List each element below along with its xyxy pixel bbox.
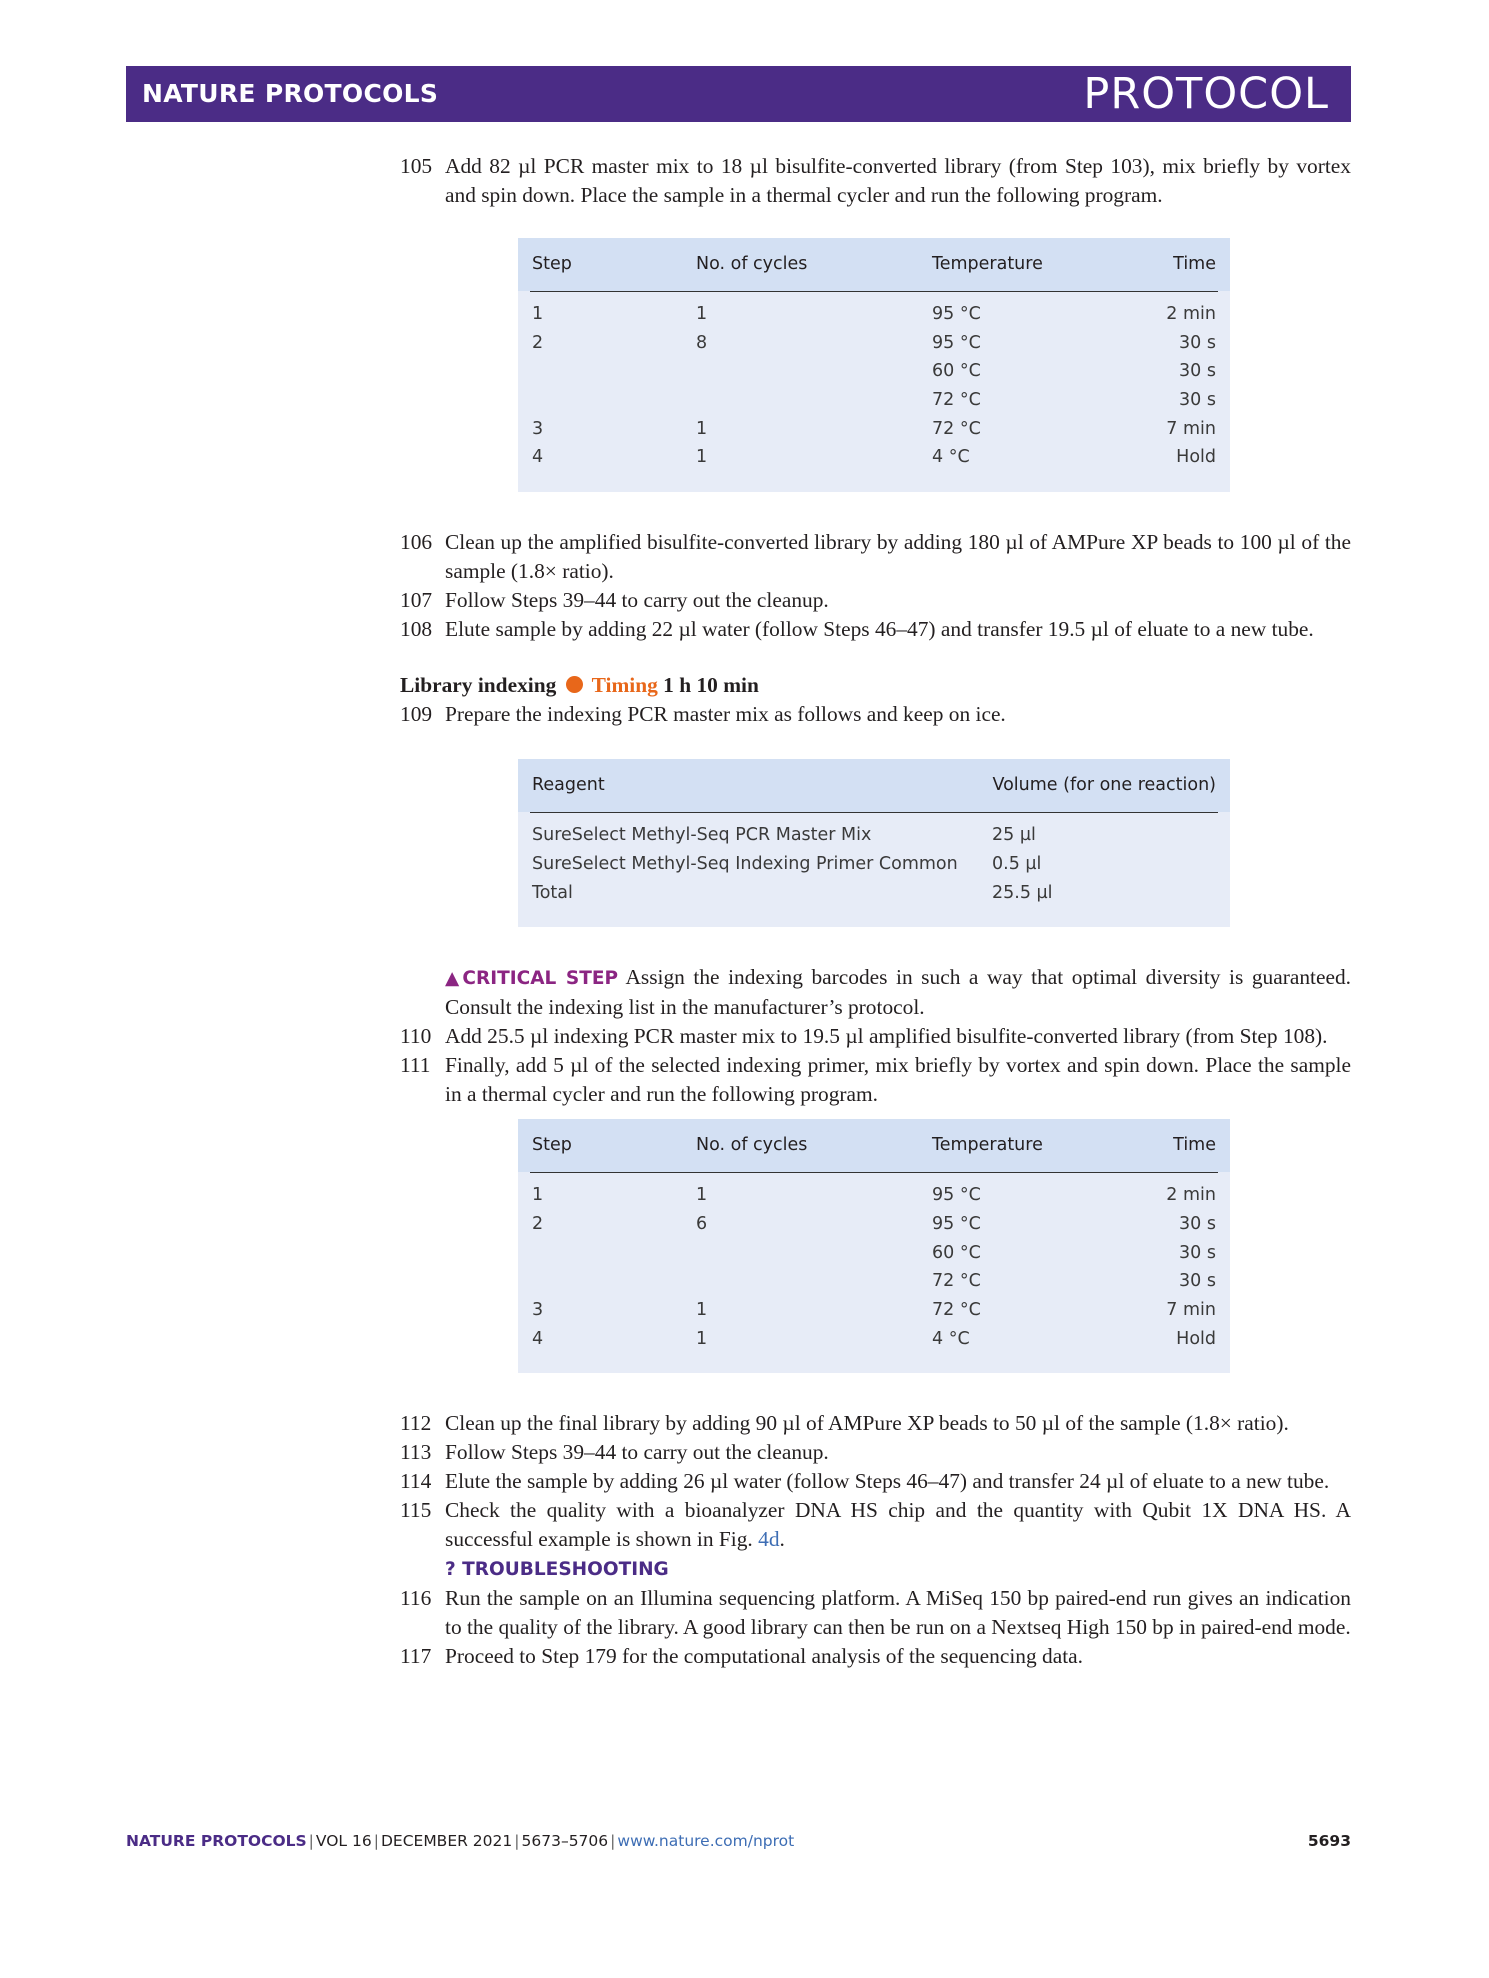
col-temperature: Temperature: [932, 1135, 1043, 1156]
timing-label: Timing: [591, 673, 658, 698]
step-114: [400, 1467, 1351, 1496]
cell: 95 °C: [932, 1185, 981, 1206]
cell: 1: [696, 447, 708, 468]
step-text: Follow Steps 39–44 to carry out the cleanup.: [445, 588, 829, 613]
step-number: 110: [400, 1024, 432, 1049]
critical-step-text: Assign the indexing barcodes in such a way that optimal diversity is guaranteed. Consult the indexing list in the manufacturer’s protocol.: [445, 965, 1351, 1020]
cell: 25.5 µl: [992, 882, 1053, 903]
step-number: 113: [400, 1440, 432, 1465]
col-reagent: Reagent: [532, 775, 605, 796]
cell: 60 °C: [932, 1242, 981, 1263]
section-title: Library indexing: [400, 673, 557, 698]
footer-separator: |: [373, 1832, 379, 1850]
footer-separator: |: [514, 1832, 520, 1850]
cell: 30 s: [1179, 361, 1216, 382]
cell: 7 min: [1166, 1299, 1216, 1320]
table-row: [518, 1298, 1230, 1327]
step-number: 116: [400, 1586, 432, 1611]
col-cycles: No. of cycles: [696, 1135, 808, 1156]
step-number: 117: [400, 1644, 432, 1669]
step-text: Finally, add 5 µl of the selected indexing primer, mix briefly by vortex and spin down. Place the sample in a thermal cycler and run the following program.: [445, 1053, 1351, 1107]
table-body: [518, 292, 1230, 492]
cell: 72 °C: [932, 390, 981, 411]
cell: 2: [532, 332, 544, 353]
table-header: [518, 238, 1230, 291]
table-row: [518, 881, 1230, 910]
journal-header-bar: [126, 66, 1351, 122]
step-111: [400, 1051, 1351, 1109]
step-text: Prepare the indexing PCR master mix as follows and keep on ice.: [445, 702, 1006, 727]
cell: 2 min: [1166, 304, 1216, 324]
cell: 30 s: [1179, 390, 1216, 411]
step-112: [400, 1409, 1351, 1438]
step-text: Follow Steps 39–44 to carry out the cleanup.: [445, 1440, 829, 1465]
cell: 72 °C: [932, 1271, 981, 1292]
step-107: [400, 586, 1351, 615]
step-110: [400, 1022, 1351, 1051]
cell: 95 °C: [932, 304, 981, 324]
step-text: [445, 1496, 1351, 1554]
section-heading-library-indexing: [400, 671, 1351, 700]
step-number: 112: [400, 1411, 432, 1436]
cell: 2: [532, 1213, 544, 1234]
table-row: [518, 445, 1230, 474]
page-number: 5693: [1307, 1832, 1351, 1850]
critical-step-label: ▲CRITICAL STEP: [445, 968, 619, 990]
cell: 4 °C: [932, 447, 970, 468]
table-row: [518, 302, 1230, 331]
cell: 2 min: [1166, 1185, 1216, 1206]
col-time: Time: [1173, 254, 1216, 274]
cell: 30 s: [1179, 1271, 1216, 1292]
table-body: [518, 1173, 1230, 1373]
cell: 1: [696, 1299, 708, 1320]
cell: 1: [696, 418, 708, 439]
step-105: [400, 152, 1351, 210]
cell: 95 °C: [932, 332, 981, 353]
cell: 4 °C: [932, 1328, 970, 1349]
article-type: PROTOCOL: [1083, 69, 1329, 119]
pcr-program-table-1: [518, 238, 1230, 492]
step-106: [400, 528, 1351, 586]
step-text-part: .: [779, 1527, 785, 1552]
step-text: Proceed to Step 179 for the computational analysis of the sequencing data.: [445, 1644, 1083, 1669]
cell: 30 s: [1179, 1242, 1216, 1263]
footer-separator: |: [610, 1832, 616, 1850]
cell: 8: [696, 332, 708, 353]
col-step: Step: [532, 254, 572, 274]
step-text: Add 25.5 µl indexing PCR master mix to 19.5 µl amplified bisulfite-converted library (from Step 108).: [445, 1024, 1328, 1049]
cell: 7 min: [1166, 418, 1216, 439]
table-row: [518, 417, 1230, 446]
step-text: Clean up the final library by adding 90 µl of AMPure XP beads to 50 µl of the sample (1.8× ratio).: [445, 1411, 1289, 1436]
footer-journal: NATURE PROTOCOLS: [126, 1832, 307, 1850]
cell: 6: [696, 1213, 708, 1234]
step-text: Add 82 µl PCR master mix to 18 µl bisulfite-converted library (from Step 103), mix briefly by vortex and spin down. Place the sample in a thermal cycler and run the following program.: [445, 154, 1351, 207]
cell: 0.5 µl: [992, 853, 1042, 874]
step-number: 105: [400, 154, 433, 178]
cell: 30 s: [1179, 1213, 1216, 1234]
cell: 1: [696, 1328, 708, 1349]
table-row: [518, 331, 1230, 360]
step-text: Run the sample on an Illumina sequencing platform. A MiSeq 150 bp paired-end run gives an indication to the quality of the library. A good library can then be run on a Nextseq High 150 bp in paired-end mode.: [445, 1586, 1351, 1640]
step-108: [400, 615, 1351, 644]
step-number: 115: [400, 1498, 432, 1523]
step-number: 114: [400, 1469, 432, 1494]
step-number: 111: [400, 1053, 431, 1078]
step-115: [400, 1496, 1351, 1554]
step-text-part: Check the quality with a bioanalyzer DNA HS chip and the quantity with Qubit 1X DNA HS. A successful example is shown in Fig.: [445, 1498, 1351, 1552]
step-text: Elute sample by adding 22 µl water (follow Steps 46–47) and transfer 19.5 µl of eluate to a new tube.: [445, 617, 1314, 642]
step-117: [400, 1642, 1351, 1671]
cell: 30 s: [1179, 332, 1216, 353]
step-109: [400, 700, 1351, 729]
step-text: Clean up the amplified bisulfite-converted library by adding 180 µl of AMPure XP beads to 100 µl of the sample (1.8× ratio).: [445, 530, 1351, 584]
cell: SureSelect Methyl-Seq Indexing Primer Common: [532, 853, 958, 874]
page-footer: [126, 1832, 1351, 1850]
critical-step-note: [400, 963, 1351, 1022]
cell: 3: [532, 1299, 544, 1320]
troubleshooting-note: [400, 1554, 1351, 1584]
figure-link[interactable]: 4d: [758, 1527, 780, 1552]
table-row: [518, 1183, 1230, 1212]
table-body: [518, 813, 1230, 927]
footer-url[interactable]: www.nature.com/nprot: [617, 1832, 795, 1850]
col-temperature: Temperature: [932, 254, 1043, 274]
cell: SureSelect Methyl-Seq PCR Master Mix: [532, 825, 872, 846]
footer-volume: VOL 16: [315, 1832, 372, 1850]
table-row: [518, 1269, 1230, 1298]
cell: 3: [532, 418, 544, 439]
table-row: [518, 359, 1230, 388]
cell: Hold: [1176, 1328, 1216, 1349]
cell: 1: [532, 1185, 544, 1206]
footer-date: DECEMBER 2021: [380, 1832, 513, 1850]
cell: 4: [532, 447, 544, 468]
step-number: 108: [400, 617, 433, 642]
cell: 4: [532, 1328, 544, 1349]
pcr-program-table-2: [518, 1119, 1230, 1373]
journal-name: NATURE PROTOCOLS: [142, 79, 439, 108]
timing-value: 1 h 10 min: [663, 673, 759, 698]
cell: 95 °C: [932, 1213, 981, 1234]
cell: 1: [696, 304, 708, 324]
col-cycles: No. of cycles: [696, 254, 808, 274]
cell: 72 °C: [932, 418, 981, 439]
cell: 25 µl: [992, 825, 1036, 846]
table-row: [518, 1327, 1230, 1356]
cell: 1: [532, 304, 544, 324]
cell: Total: [532, 882, 573, 903]
col-volume: Volume (for one reaction): [992, 775, 1216, 796]
cell: 72 °C: [932, 1299, 981, 1320]
table-row: [518, 823, 1230, 852]
step-number: 106: [400, 530, 433, 555]
col-time: Time: [1173, 1135, 1216, 1156]
step-number: 107: [400, 588, 433, 613]
timing-dot-icon: [566, 676, 583, 693]
table-row: [518, 1241, 1230, 1270]
reagent-table: [518, 759, 1230, 927]
footer-pages: 5673–5706: [521, 1832, 609, 1850]
cell: Hold: [1176, 447, 1216, 468]
cell: 60 °C: [932, 361, 981, 382]
col-step: Step: [532, 1135, 572, 1156]
step-116: [400, 1584, 1351, 1642]
footer-separator: |: [308, 1832, 314, 1850]
table-header: [518, 759, 1230, 812]
main-content: [400, 152, 1351, 1671]
cell: 1: [696, 1185, 708, 1206]
step-113: [400, 1438, 1351, 1467]
step-text: Elute the sample by adding 26 µl water (follow Steps 46–47) and transfer 24 µl of eluate to a new tube.: [445, 1469, 1330, 1494]
table-row: [518, 852, 1230, 881]
table-row: [518, 1212, 1230, 1241]
table-row: [518, 388, 1230, 417]
table-header: [518, 1119, 1230, 1172]
troubleshooting-link[interactable]: ? TROUBLESHOOTING: [445, 1559, 669, 1581]
step-number: 109: [400, 702, 433, 727]
